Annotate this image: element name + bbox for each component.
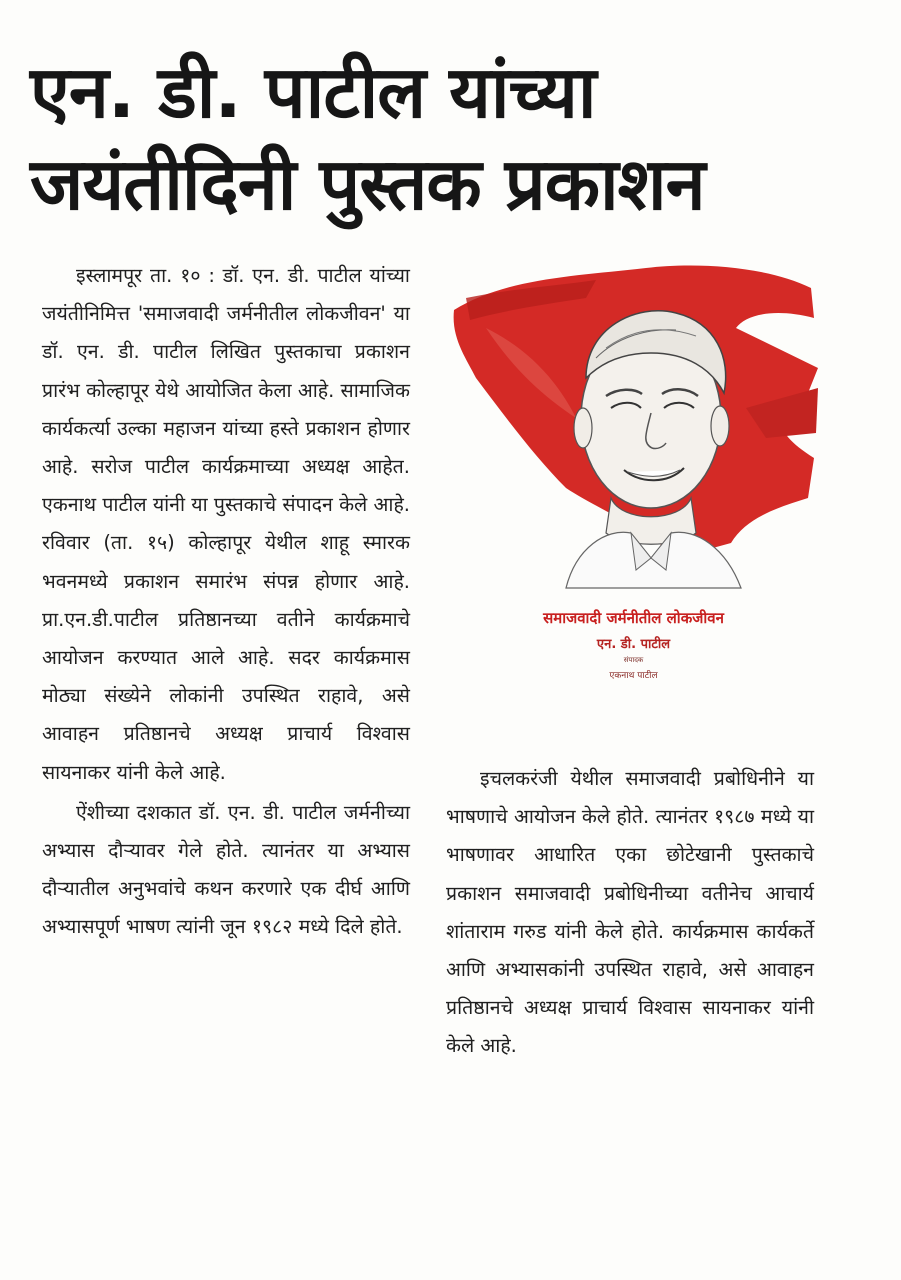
- headline-line-2: जयंतीदिनी पुस्तक प्रकाशन: [30, 142, 705, 226]
- book-cover-image: [446, 258, 821, 698]
- headline: [30, 46, 880, 230]
- article-right-column: [446, 760, 814, 1066]
- book-author: एन. डी. पाटील: [596, 637, 671, 652]
- portrait-illustration: [446, 258, 821, 698]
- headline-line-1: एन. डी. पाटील यांच्या: [30, 50, 596, 134]
- article-paragraph-1: इस्लामपूर ता. १० : डॉ. एन. डी. पाटील यांच्या जयंतीनिमित्त 'समाजवादी जर्मनीतील लोकजीवन' या डॉ. एन. डी. पाटील लिखित पुस्तकाचा प्रकाशन प्रारंभ कोल्हापूर येथे आयोजित केला आहे. सामाजिक कार्यकर्त्या उल्का महाजन यांच्या हस्ते प्रकाशन होणार आहे. सरोज पाटील कार्यक्रमाच्या अध्यक्ष आहेत. एकनाथ पाटील यांनी या पुस्तकाचे संपादन केले आहे. रविवार (ता. १५) कोल्हापूर येथील शाहू स्मारक भवनमध्ये प्रकाशन समारंभ संपन्न होणार आहे. प्रा.एन.डी.पाटील प्रतिष्ठानच्या वतीने कार्यक्रमाचे आयोजन करण्यात आले आहे. सदर कार्यक्रमास मोठ्या संख्येने लोकांनी उपस्थित राहावे, असे आवाहन प्रतिष्ठानचे अध्यक्ष प्राचार्य विश्वास सायनाकर यांनी केले आहे.: [42, 264, 410, 784]
- book-editor-label: संपादक: [623, 656, 644, 664]
- article-left-column: [42, 257, 410, 947]
- book-title: समाजवादी जर्मनीतील लोकजीवन: [543, 609, 724, 627]
- article-paragraph-2: ऐंशीच्या दशकात डॉ. एन. डी. पाटील जर्मनीच्या अभ्यास दौऱ्यावर गेले होते. त्यानंतर या अभ्यास दौऱ्यातील अनुभवांचे कथन करणारे एक दीर्घ आणि अभ्यासपूर्ण भाषण त्यांनी जून १९८२ मध्ये दिले होते.: [42, 800, 410, 939]
- book-editor: एकनाथ पाटील: [609, 671, 658, 681]
- article-paragraph-3: इचलकरंजी येथील समाजवादी प्रबोधिनीने या भाषणाचे आयोजन केले होते. त्यानंतर १९८७ मध्ये या भाषणावर आधारित एका छोटेखानी पुस्तकाचे प्रकाशन समाजवादी प्रबोधिनीच्या वतीनेच आचार्य शांताराम गरुड यांनी केले होते. कार्यक्रमास कार्यकर्ते आणि अभ्यासकांनी उपस्थित राहावे, असे आवाहन प्रतिष्ठानचे अध्यक्ष प्राचार्य विश्वास सायनाकर यांनी केले आहे.: [446, 767, 814, 1058]
